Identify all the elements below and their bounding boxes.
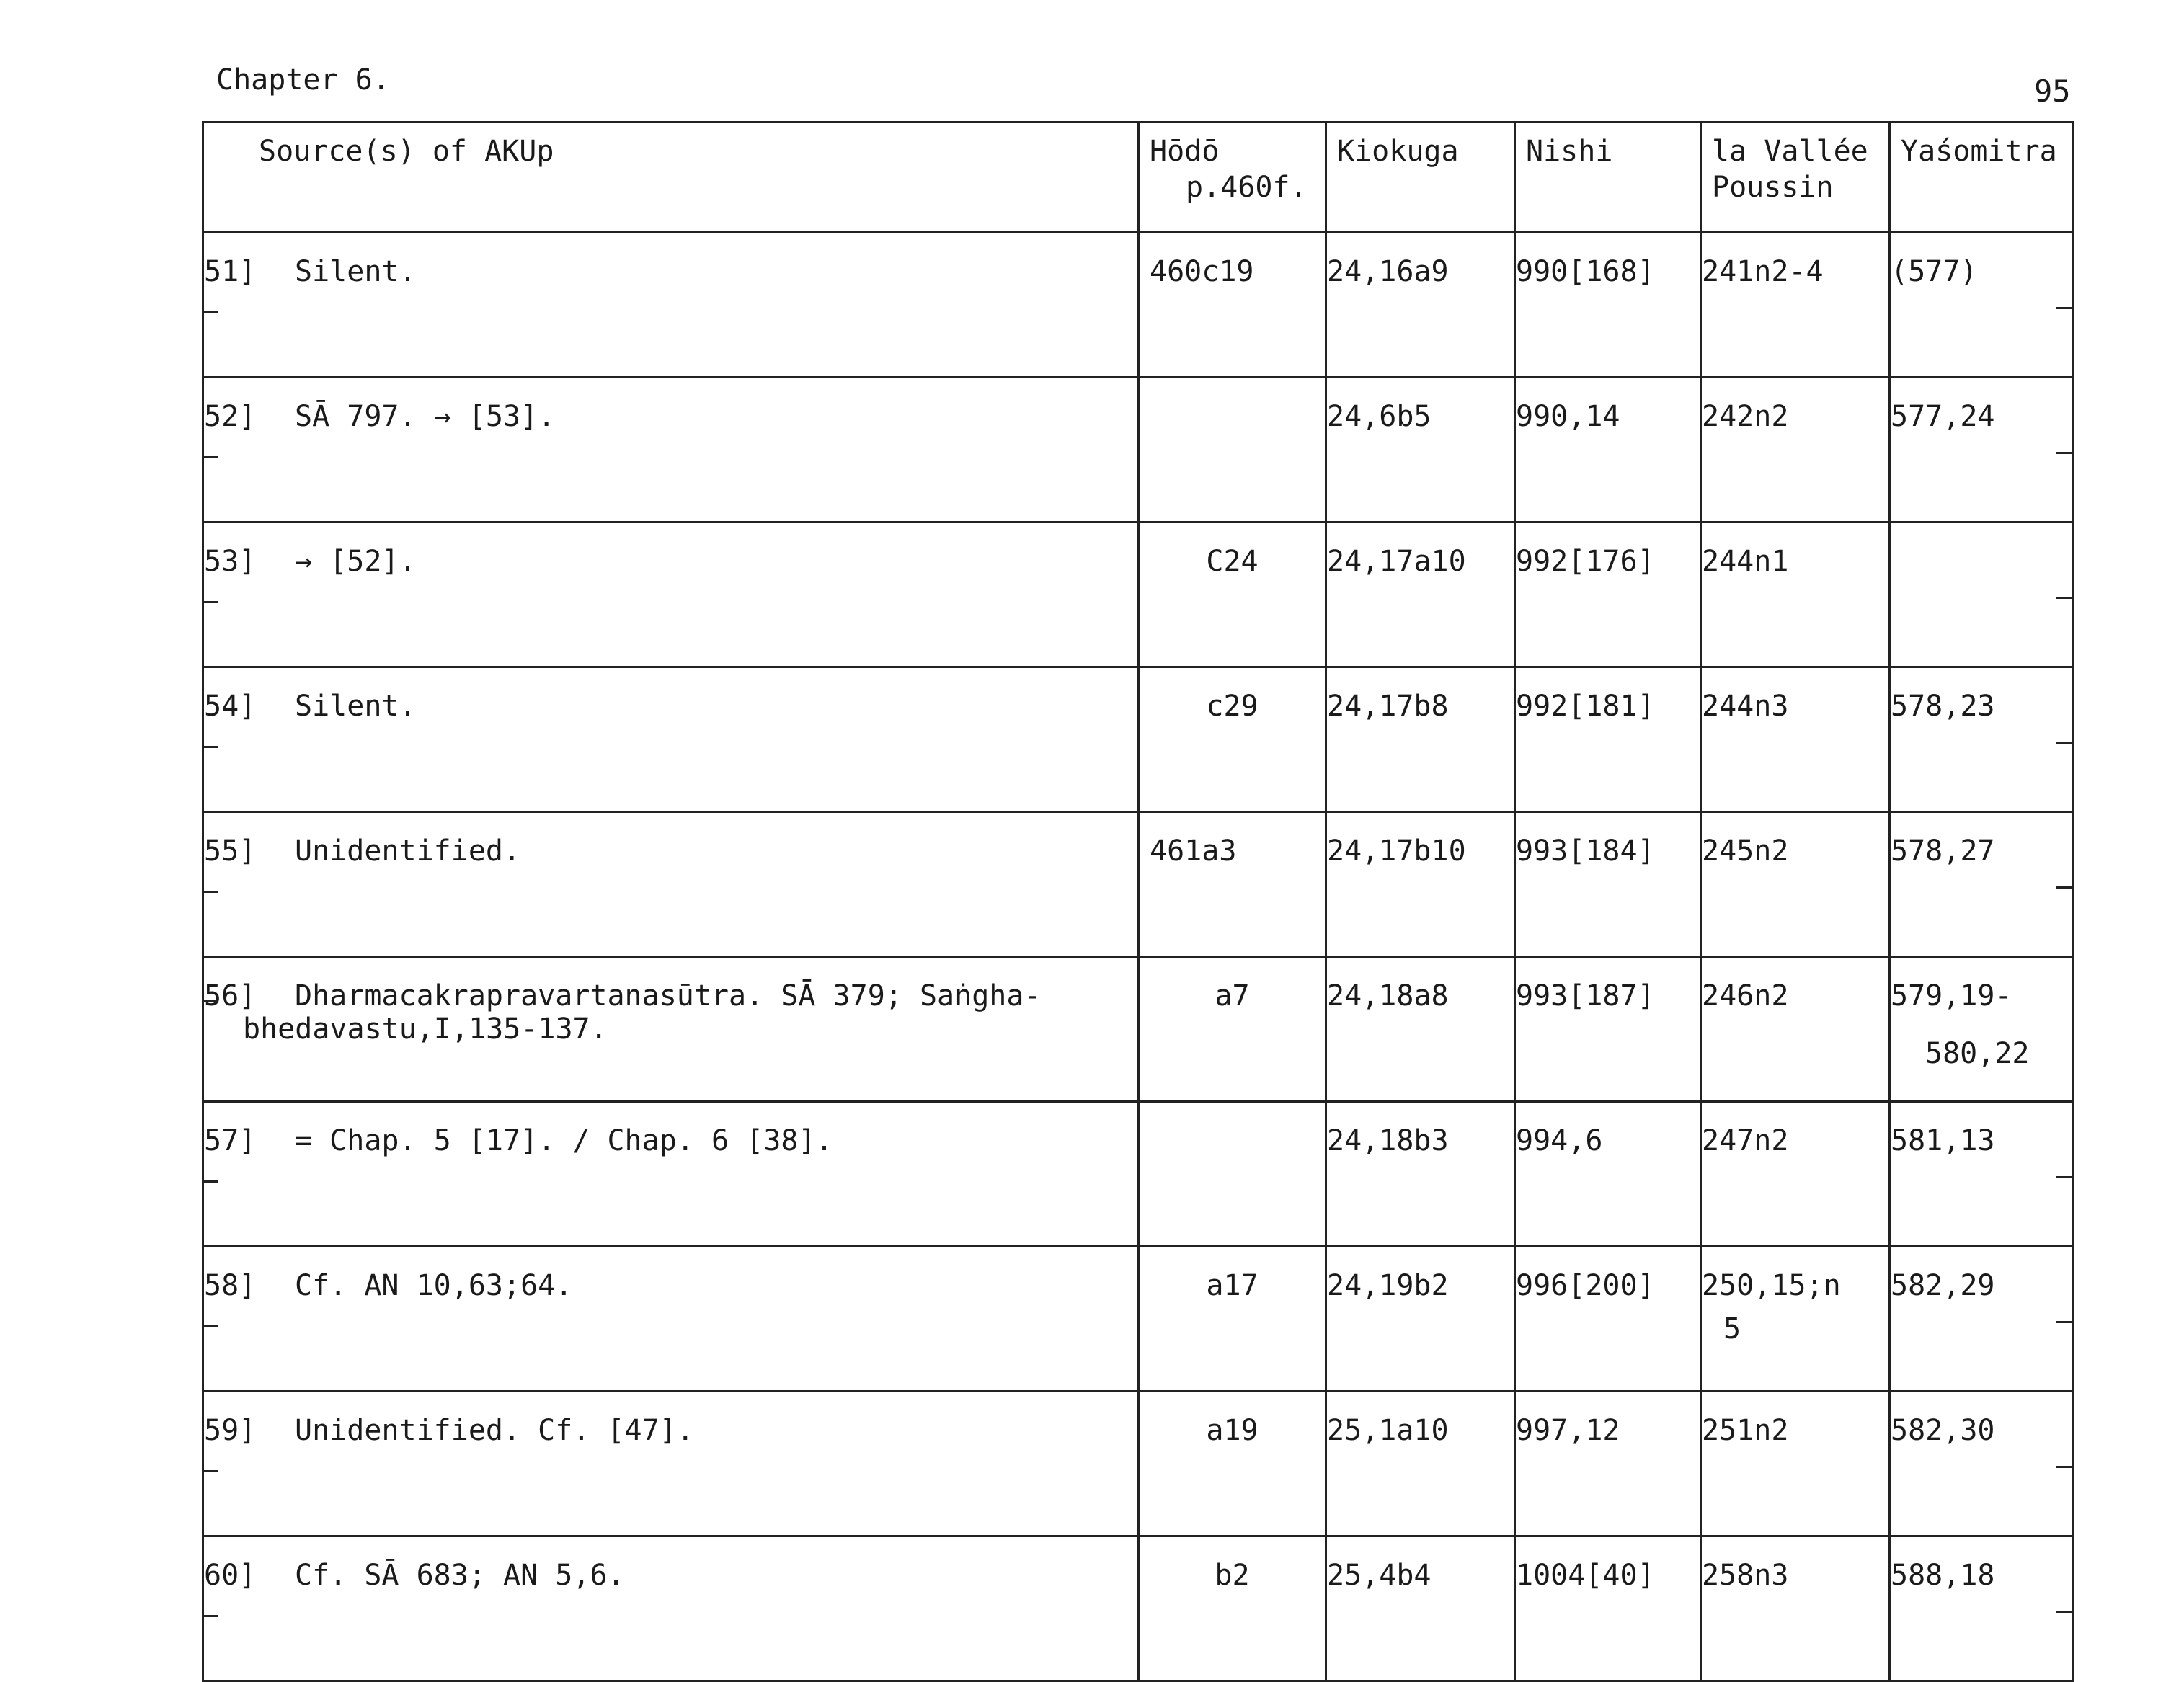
entry-source-continuation: bhedavastu,I,135-137. xyxy=(243,1013,608,1046)
column-header-lvp-line2: Poussin xyxy=(1712,171,1834,204)
yasomitra-cell xyxy=(1890,1392,2073,1536)
lvp-cell: 247n2 xyxy=(1701,1102,1890,1247)
table-row xyxy=(203,378,2073,522)
row-tick-mark xyxy=(203,1325,218,1327)
table-row xyxy=(203,957,2073,1102)
table-row xyxy=(203,522,2073,667)
lvp-cell: 245n2 xyxy=(1701,812,1890,957)
kiokuga-cell: 25,4b4 xyxy=(1326,1536,1515,1681)
row-tick-mark xyxy=(2056,1176,2073,1178)
lvp-cell: 258n3 xyxy=(1701,1536,1890,1681)
lvp-value-continuation: 5 xyxy=(1723,1312,1741,1345)
hodo-cell: a17 xyxy=(1139,1247,1326,1392)
yasomitra-value: 582,29 xyxy=(1891,1269,1995,1302)
kiokuga-cell: 24,17a10 xyxy=(1326,522,1515,667)
yasomitra-value: 582,30 xyxy=(1891,1414,1995,1447)
entry-source-text: SĀ 797. → [53]. xyxy=(295,400,556,433)
kiokuga-cell: 24,18b3 xyxy=(1326,1102,1515,1247)
nishi-cell: 992[176] xyxy=(1515,522,1701,667)
nishi-cell: 996[200] xyxy=(1515,1247,1701,1392)
column-header-kiokuga: Kiokuga xyxy=(1326,123,1515,233)
sources-table xyxy=(202,121,2074,1682)
row-tick-mark xyxy=(203,746,218,748)
lvp-cell: 241n2-4 xyxy=(1701,233,1890,378)
entry-number: 53] xyxy=(204,545,257,578)
entry-number: 56] xyxy=(204,979,257,1013)
source-cell xyxy=(203,233,1139,378)
source-cell xyxy=(203,1102,1139,1247)
table-row xyxy=(203,233,2073,378)
entry-number: 51] xyxy=(204,255,257,288)
row-tick-mark xyxy=(203,456,218,458)
lvp-value: 250,15;n xyxy=(1702,1269,1841,1302)
yasomitra-cell xyxy=(1890,1247,2073,1392)
yasomitra-cell xyxy=(1890,522,2073,667)
row-tick-mark xyxy=(203,891,218,893)
entry-source-text: Silent. xyxy=(295,690,417,723)
table-row xyxy=(203,1392,2073,1536)
source-cell xyxy=(203,378,1139,522)
entry-source-text: Unidentified. xyxy=(295,835,521,868)
source-cell xyxy=(203,667,1139,812)
table-row xyxy=(203,812,2073,957)
yasomitra-cell xyxy=(1890,1102,2073,1247)
hodo-cell: 460c19 xyxy=(1139,233,1326,378)
hodo-cell: c29 xyxy=(1139,667,1326,812)
row-tick-mark xyxy=(203,311,218,313)
row-tick-mark xyxy=(2056,307,2073,309)
nishi-cell: 993[187] xyxy=(1515,957,1701,1102)
column-header-hodo-title: Hōdō xyxy=(1150,135,1220,168)
column-header-lvp-line1: la Vallée xyxy=(1712,135,1868,168)
chapter-heading: Chapter 6. xyxy=(216,63,390,97)
source-cell xyxy=(203,1536,1139,1681)
lvp-cell: 246n2 xyxy=(1701,957,1890,1102)
row-tick-mark xyxy=(2056,452,2073,454)
column-header-nishi: Nishi xyxy=(1515,123,1701,233)
nishi-cell: 993[184] xyxy=(1515,812,1701,957)
row-tick-mark xyxy=(2056,886,2073,889)
row-tick-mark xyxy=(203,1180,218,1183)
yasomitra-value: 577,24 xyxy=(1891,400,1995,433)
entry-number: 57] xyxy=(204,1124,257,1157)
hodo-cell xyxy=(1139,378,1326,522)
kiokuga-cell: 24,17b10 xyxy=(1326,812,1515,957)
nishi-cell: 994,6 xyxy=(1515,1102,1701,1247)
entry-source-text: Unidentified. Cf. [47]. xyxy=(295,1414,694,1447)
hodo-cell: C24 xyxy=(1139,522,1326,667)
row-tick-mark xyxy=(203,1615,218,1617)
entry-source-text: Cf. AN 10,63;64. xyxy=(295,1269,573,1302)
source-cell xyxy=(203,812,1139,957)
entry-number: 54] xyxy=(204,690,257,723)
kiokuga-cell: 24,6b5 xyxy=(1326,378,1515,522)
yasomitra-cell xyxy=(1890,1536,2073,1681)
yasomitra-cell xyxy=(1890,812,2073,957)
nishi-cell: 997,12 xyxy=(1515,1392,1701,1536)
entry-source-text: = Chap. 5 [17]. / Chap. 6 [38]. xyxy=(295,1124,833,1157)
entry-number: 55] xyxy=(204,835,257,868)
yasomitra-value: 578,23 xyxy=(1891,690,1995,723)
kiokuga-cell: 24,17b8 xyxy=(1326,667,1515,812)
kiokuga-cell: 24,16a9 xyxy=(1326,233,1515,378)
nishi-cell: 990,14 xyxy=(1515,378,1701,522)
row-tick-mark xyxy=(2056,742,2073,744)
row-tick-mark xyxy=(203,1000,218,1002)
entry-source-text: → [52]. xyxy=(295,545,417,578)
entry-source-text: Silent. xyxy=(295,255,417,288)
table-row xyxy=(203,1247,2073,1392)
entry-source-text: Dharmacakrapravartanasūtra. SĀ 379; Saṅgha- xyxy=(295,979,1042,1013)
page-number: 95 xyxy=(2034,74,2071,109)
yasomitra-cell xyxy=(1890,233,2073,378)
column-header-lvp xyxy=(1701,123,1890,233)
source-cell xyxy=(203,522,1139,667)
entry-number: 59] xyxy=(204,1414,257,1447)
kiokuga-cell: 24,19b2 xyxy=(1326,1247,1515,1392)
hodo-cell xyxy=(1139,1102,1326,1247)
hodo-cell: a7 xyxy=(1139,957,1326,1102)
entry-number: 52] xyxy=(204,400,257,433)
yasomitra-cell xyxy=(1890,957,2073,1102)
table-row xyxy=(203,1102,2073,1247)
kiokuga-cell: 24,18a8 xyxy=(1326,957,1515,1102)
yasomitra-cell xyxy=(1890,667,2073,812)
kiokuga-cell: 25,1a10 xyxy=(1326,1392,1515,1536)
lvp-cell: 251n2 xyxy=(1701,1392,1890,1536)
yasomitra-value: 578,27 xyxy=(1891,835,1995,868)
row-tick-mark xyxy=(2056,1611,2073,1613)
source-cell xyxy=(203,957,1139,1102)
column-header-hodo-page: p.460f. xyxy=(1186,171,1308,204)
nishi-cell: 1004[40] xyxy=(1515,1536,1701,1681)
row-tick-mark xyxy=(2056,1321,2073,1323)
yasomitra-value: 581,13 xyxy=(1891,1124,1995,1157)
table-header-row xyxy=(203,123,2073,233)
lvp-cell: 244n1 xyxy=(1701,522,1890,667)
hodo-cell: a19 xyxy=(1139,1392,1326,1536)
row-tick-mark xyxy=(203,601,218,603)
yasomitra-value-continuation: 580,22 xyxy=(1925,1037,2030,1070)
lvp-cell: 242n2 xyxy=(1701,378,1890,522)
lvp-cell xyxy=(1701,1247,1890,1392)
row-tick-mark xyxy=(2056,597,2073,599)
row-tick-mark xyxy=(2056,1466,2073,1468)
lvp-cell: 244n3 xyxy=(1701,667,1890,812)
entry-source-text: Cf. SĀ 683; AN 5,6. xyxy=(295,1559,625,1592)
hodo-cell: b2 xyxy=(1139,1536,1326,1681)
table-row xyxy=(203,667,2073,812)
row-tick-mark xyxy=(203,1470,218,1472)
entry-number: 60] xyxy=(204,1559,257,1592)
hodo-cell: 461a3 xyxy=(1139,812,1326,957)
source-cell xyxy=(203,1247,1139,1392)
yasomitra-value: 588,18 xyxy=(1891,1559,1995,1592)
nishi-cell: 992[181] xyxy=(1515,667,1701,812)
table-row xyxy=(203,1536,2073,1681)
column-header-source: Source(s) of AKUp xyxy=(203,123,1139,233)
source-cell xyxy=(203,1392,1139,1536)
yasomitra-value: (577) xyxy=(1891,255,1978,288)
column-header-hodo xyxy=(1139,123,1326,233)
column-header-yasomitra: Yaśomitra xyxy=(1890,123,2073,233)
yasomitra-value: 579,19- xyxy=(1891,979,2012,1013)
entry-number: 58] xyxy=(204,1269,257,1302)
nishi-cell: 990[168] xyxy=(1515,233,1701,378)
yasomitra-cell xyxy=(1890,378,2073,522)
